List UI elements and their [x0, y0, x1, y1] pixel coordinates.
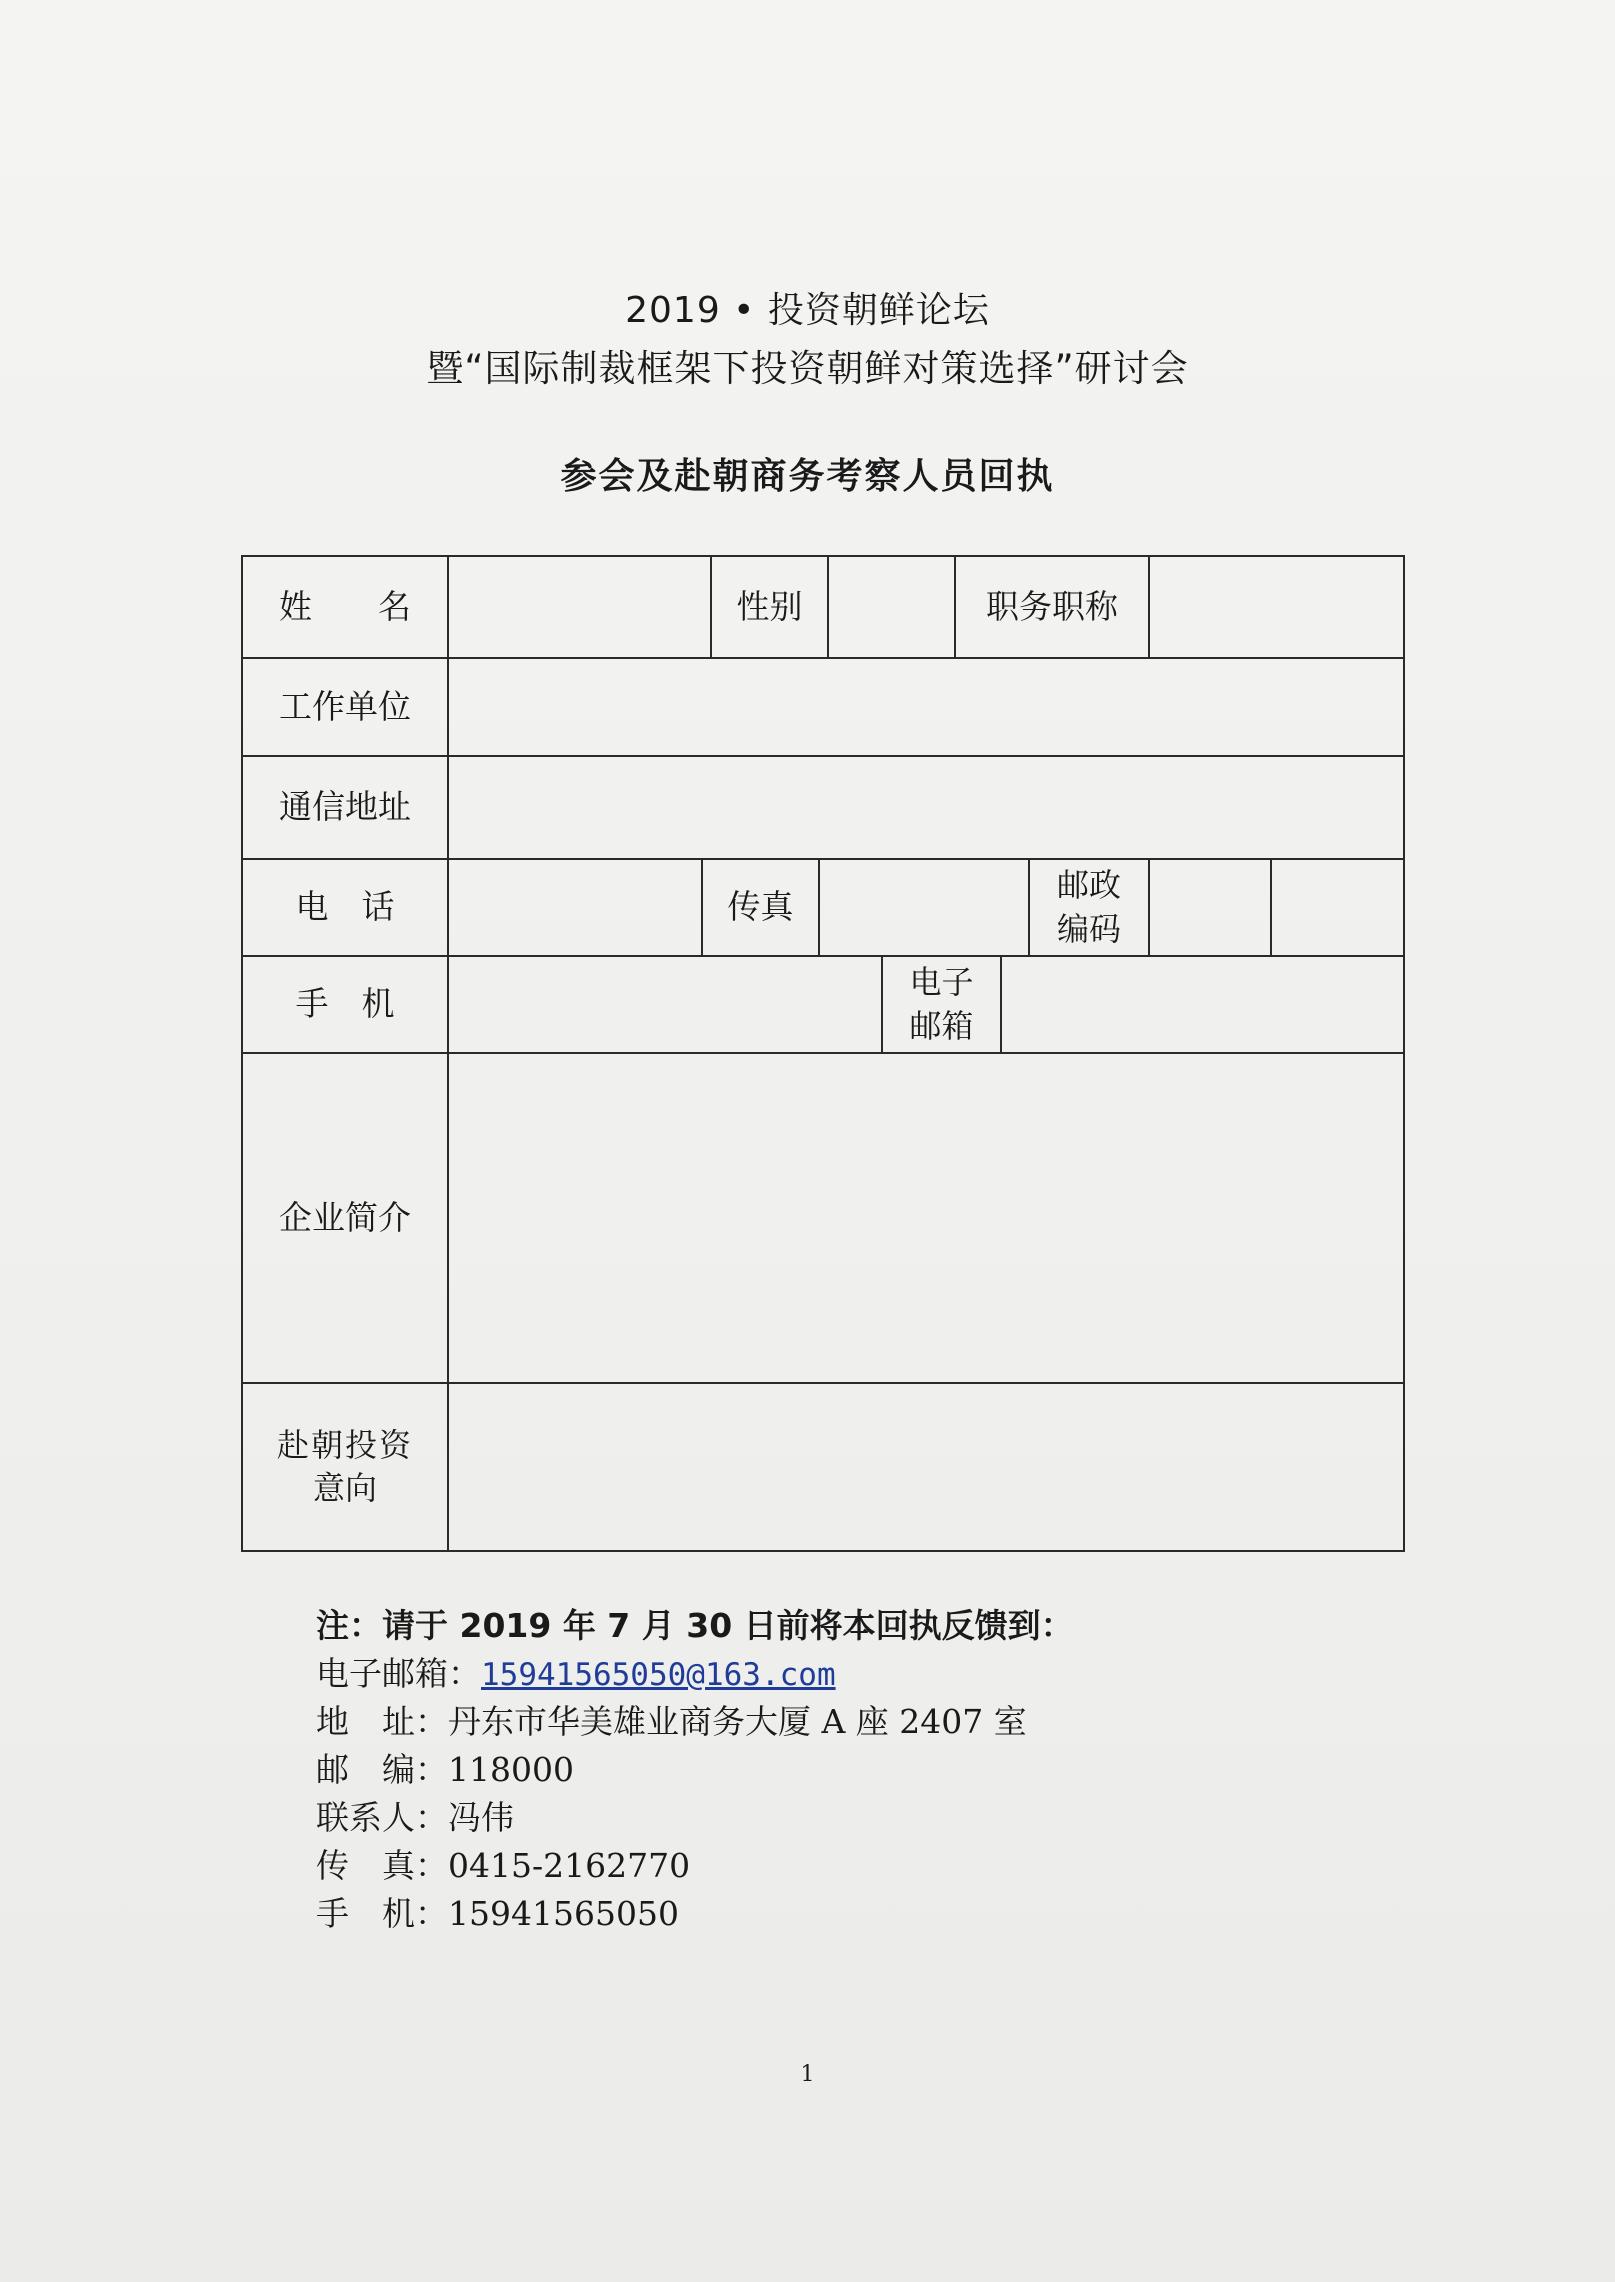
notes-address-key: 地 址： [316, 1702, 448, 1741]
notes-contact-key: 联系人： [316, 1798, 448, 1837]
notes-fax-key: 传 真： [316, 1846, 448, 1885]
email-label: 电子 邮箱 [881, 955, 1002, 1054]
notes-email-key: 电子邮箱： [316, 1654, 481, 1693]
notes-address-line [316, 1696, 1027, 1743]
gender-label: 性别 [710, 555, 829, 659]
notes-fax-value: 0415-2162770 [448, 1846, 691, 1885]
position-label: 职务职称 [954, 555, 1150, 659]
registration-form-table [241, 555, 1405, 1552]
phone-label: 电 话 [241, 858, 449, 957]
address-field[interactable] [447, 755, 1405, 860]
name-field[interactable] [447, 555, 712, 659]
notes-postcode-value: 118000 [448, 1750, 574, 1789]
notes-email-line [316, 1648, 836, 1695]
mobile-field[interactable] [447, 955, 883, 1054]
postcode-field[interactable] [1148, 858, 1405, 957]
form-title: 参会及赴朝商务考察人员回执 [560, 456, 1055, 497]
notes-email-link[interactable]: 15941565050@163.com [481, 1657, 836, 1693]
page-number: 1 [800, 2062, 815, 2087]
mobile-label: 手 机 [241, 955, 449, 1054]
position-field[interactable] [1148, 555, 1405, 659]
notes-contact-value: 冯伟 [448, 1798, 514, 1837]
phone-field[interactable] [447, 858, 703, 957]
notes-mobile-line [316, 1888, 679, 1935]
notes-address-value: 丹东市华美雄业商务大厦 A 座 2407 室 [448, 1702, 1027, 1741]
forum-title: 2019 • 投资朝鲜论坛 [625, 290, 990, 331]
employer-field[interactable] [447, 657, 1405, 757]
notes-postcode-line [316, 1744, 574, 1791]
investment-intent-label: 赴朝投资 意向 [241, 1382, 449, 1552]
notes-fax-line [316, 1840, 690, 1887]
notes-mobile-key: 手 机： [316, 1894, 448, 1933]
notes-mobile-value: 15941565050 [448, 1894, 679, 1933]
company-intro-field[interactable] [447, 1052, 1405, 1384]
notes-contact-line [316, 1792, 514, 1839]
name-label: 姓 名 [241, 555, 449, 659]
seminar-title: 暨“国际制裁框架下投资朝鲜对策选择”研讨会 [426, 347, 1189, 390]
employer-label: 工作单位 [241, 657, 449, 757]
investment-intent-field[interactable] [447, 1382, 1405, 1552]
fax-label: 传真 [701, 858, 820, 957]
address-label: 通信地址 [241, 755, 449, 860]
postcode-label: 邮政 编码 [1028, 858, 1150, 957]
email-field[interactable] [1000, 955, 1405, 1054]
gender-field[interactable] [827, 555, 956, 659]
notes-heading: 注：请于 2019 年 7 月 30 日前将本回执反馈到： [316, 1606, 1074, 1645]
notes-postcode-key: 邮 编： [316, 1750, 448, 1789]
company-intro-label: 企业简介 [241, 1052, 449, 1384]
